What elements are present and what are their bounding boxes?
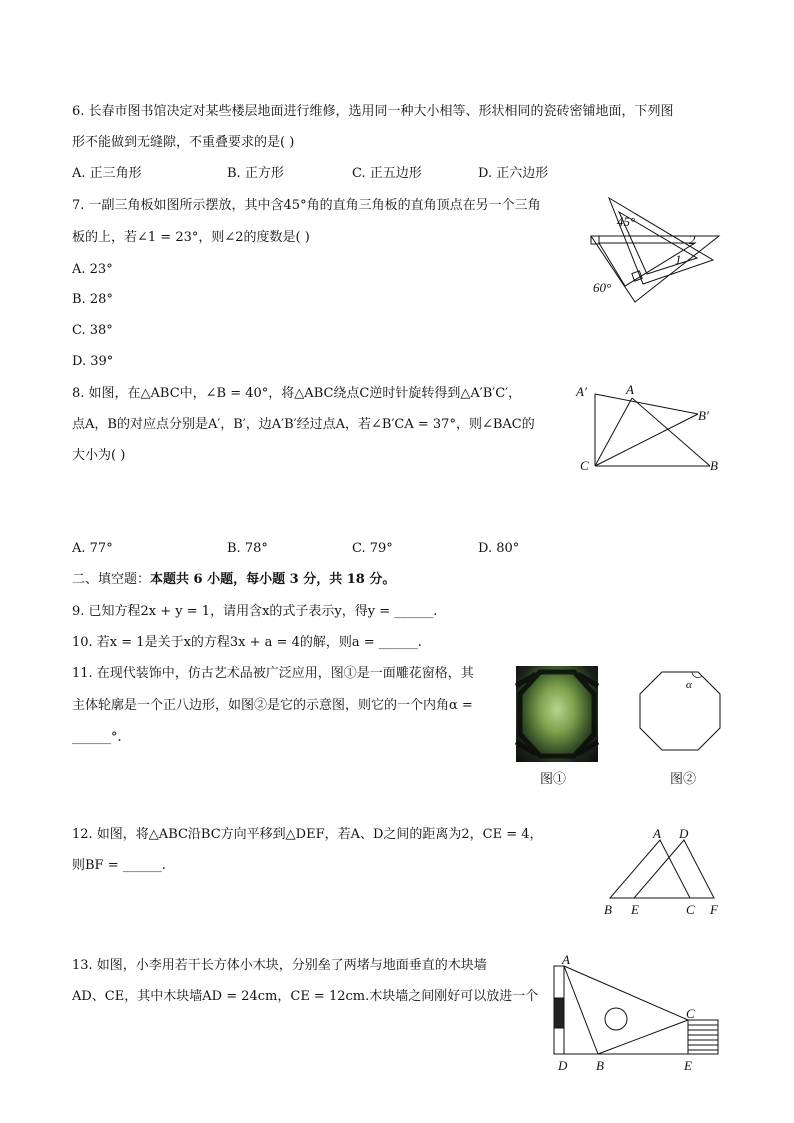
q13-wall-figure	[550, 952, 725, 1074]
q7-label-60: 60°	[593, 280, 612, 295]
q7-45deg-triangle	[609, 198, 713, 284]
q13-label-a: A	[562, 952, 570, 967]
q6-line1: 6. 长春市图书馆决定对某些楼层地面进行维修，选用同一种大小相等、形状相同的瓷砖密铺地面，下列图	[72, 104, 674, 119]
q8-option-b: B. 78°	[227, 541, 268, 556]
q8-option-a: A. 77°	[72, 541, 113, 556]
q7-label-45: 45°	[617, 214, 636, 229]
q12-line2: 则BF = ______.	[72, 858, 166, 873]
q12-label-a: A	[653, 826, 661, 841]
q11-fig2-caption: 图②	[670, 772, 697, 787]
q12-label-e: E	[631, 902, 639, 917]
q6-option-c: C. 正五边形	[352, 166, 422, 181]
q8-option-c: C. 79°	[352, 541, 393, 556]
q7-line1: 7. 一副三角板如图所示摆放，其中含45°角的直角三角板的直角顶点在另一个三角	[72, 198, 541, 213]
q7-option-d: D. 39°	[72, 354, 114, 369]
q12-label-b: B	[604, 902, 612, 917]
q7-option-a: A. 23°	[72, 262, 113, 277]
q7-option-c: C. 38°	[72, 323, 113, 338]
q12-triangle-abc	[610, 840, 690, 898]
q7-label-2: 2	[689, 232, 696, 247]
section-2-heading	[72, 572, 395, 588]
q8-line2: 点A，B的对应点分别是A′，B′，边A′B′经过点A，若∠B′CA = 37°，则∠BAC的	[72, 417, 535, 432]
q8-line3: 大小为( )	[72, 448, 126, 463]
q8-label-c: C	[580, 458, 589, 473]
q8-label-b-prime: B′	[698, 408, 709, 423]
q13-label-e: E	[684, 1058, 692, 1073]
q11-line2: 主体轮廓是一个正八边形，如图②是它的示意图，则它的一个内角α =	[72, 698, 473, 713]
section-2-prefix: 二、填空题：	[72, 572, 151, 587]
q6-option-d: D. 正六边形	[478, 166, 549, 181]
q13-circle	[605, 1008, 627, 1030]
q6-option-b: B. 正方形	[227, 166, 284, 181]
q13-line2: AD、CE，其中木块墙AD = 24cm，CE = 12cm.木块墙之间刚好可以放进一个	[72, 989, 539, 1004]
q9-text: 9. 已知方程2x + y = 1，请用含x的式子表示y，得y = ______.	[72, 604, 438, 619]
q11-fig1-caption: 图①	[540, 772, 567, 787]
q6-option-a: A. 正三角形	[72, 166, 142, 181]
q8-option-d: D. 80°	[478, 541, 520, 556]
q8-label-b: B	[710, 458, 718, 473]
q7-label-1: 1	[675, 252, 682, 267]
q11-line3: ______°.	[72, 730, 122, 745]
section-2-bold-text: 本题共 6 小题，每小题 3 分，共 18 分。	[150, 572, 396, 587]
q13-label-b: B	[596, 1058, 604, 1073]
q7-line2: 板的上，若∠1 = 23°，则∠2的度数是( )	[72, 230, 310, 245]
q13-label-d: D	[558, 1058, 568, 1073]
q13-line1: 13. 如图，小李用若干长方体小木块，分别垒了两堵与地面垂直的木块墙	[72, 958, 487, 973]
q8-label-a: A	[626, 382, 634, 397]
q12-label-f: F	[710, 902, 718, 917]
q12-line1: 12. 如图，将△ABC沿BC方向平移到△DEF，若A、D之间的距离为2，CE = 4，	[72, 827, 543, 842]
q7-triangle-figure	[585, 198, 725, 308]
q7-option-b: B. 28°	[72, 292, 113, 307]
q11-alpha-label: α	[686, 679, 692, 691]
q11-line1: 11. 在现代装饰中，仿古艺术品被广泛应用，图①是一面雕花窗格，其	[72, 666, 474, 681]
q12-label-d: D	[679, 826, 689, 841]
q13-label-c: C	[686, 1006, 695, 1021]
q8-label-a-prime: A′	[576, 384, 587, 399]
q6-line2: 形不能做到无缝隙，不重叠要求的是( )	[72, 135, 295, 150]
q12-translation-figure	[600, 826, 725, 918]
q12-triangle-def	[634, 840, 714, 898]
q12-label-c: C	[686, 902, 695, 917]
q11-octagon-figure	[638, 670, 722, 752]
q8-line1: 8. 如图，在△ABC中，∠B = 40°，将△ABC绕点C逆时针旋转得到△A′B′C′，	[72, 386, 522, 401]
q10-text: 10. 若x = 1是关于x的方程3x + a = 4的解，则a = ______.	[72, 635, 422, 650]
q8-rotation-figure	[574, 382, 724, 474]
window-lattice-photo	[516, 666, 598, 762]
